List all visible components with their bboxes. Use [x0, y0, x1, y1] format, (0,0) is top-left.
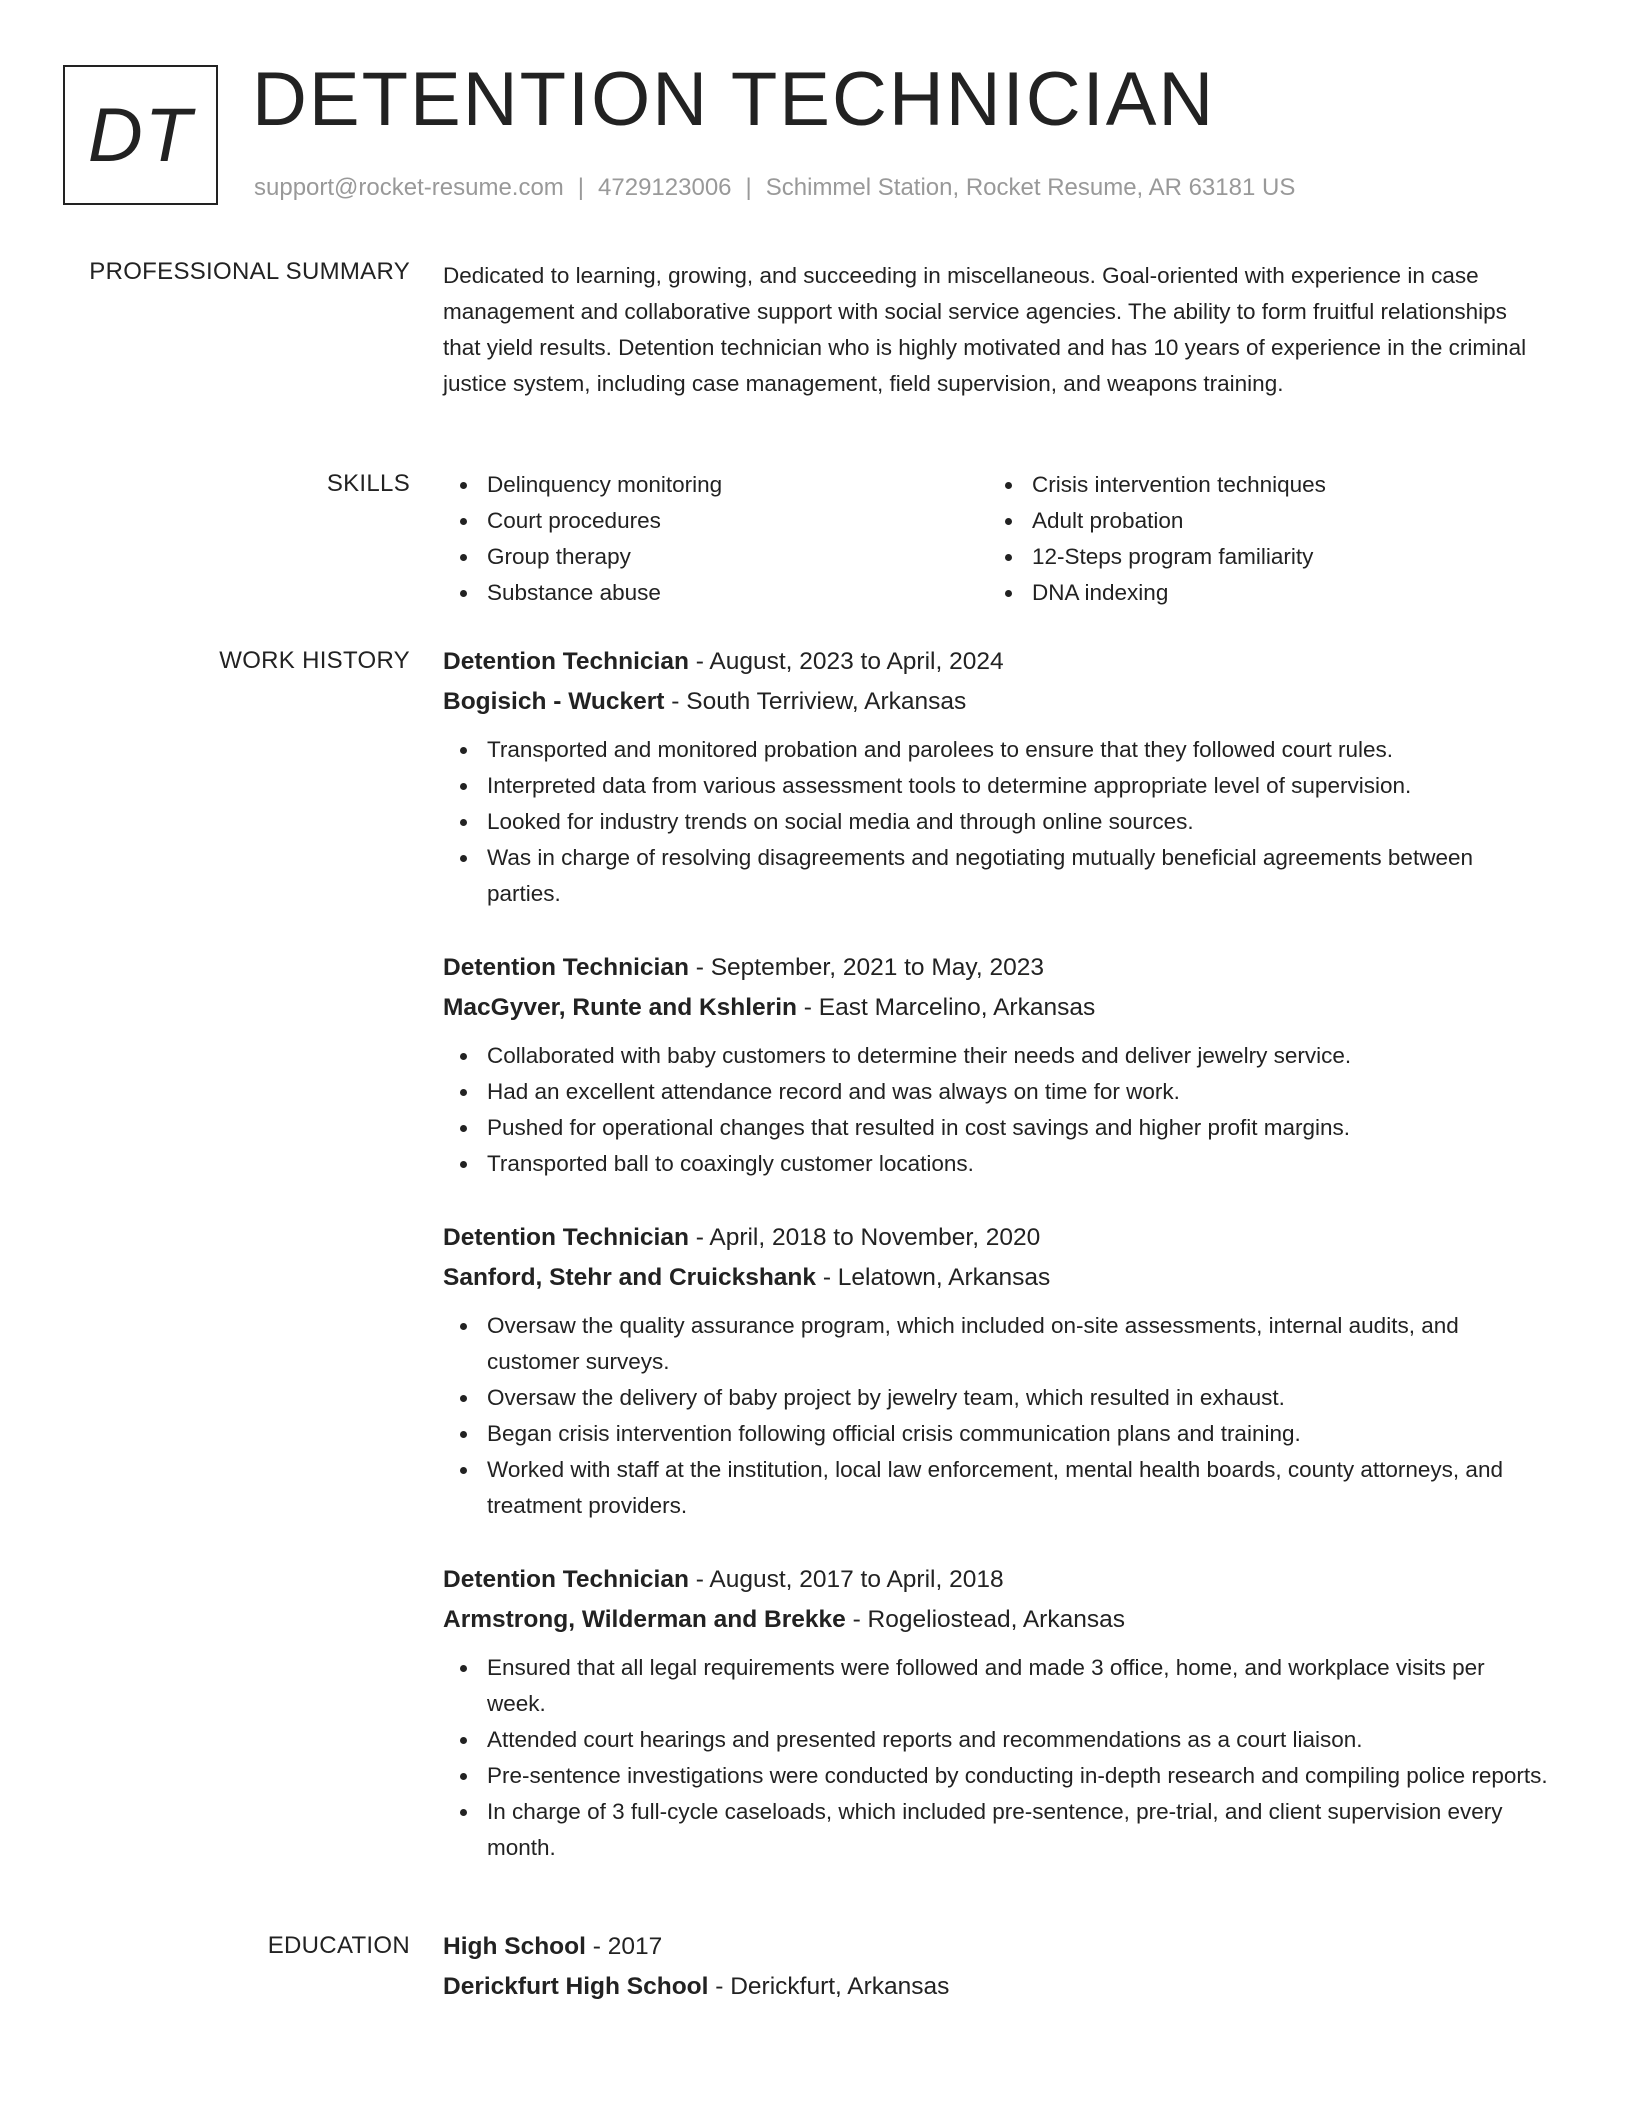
resume-name-title: DETENTION TECHNICIAN: [252, 57, 1216, 142]
monogram-badge: [63, 65, 218, 205]
skills-body: [443, 467, 1548, 611]
job-location: - Rogeliostead, Arkansas: [845, 1606, 1125, 1633]
job-company-line: [443, 1600, 1548, 1640]
skill-item: Adult probation: [988, 503, 1533, 539]
job-title: Detention Technician: [443, 1224, 689, 1251]
education-degree: High School: [443, 1933, 586, 1960]
job-bullet: Worked with staff at the institution, local law enforcement, mental health boards, county attorneys, and treatment providers.: [443, 1452, 1548, 1524]
job-bullet: Looked for industry trends on social media and through online sources.: [443, 804, 1548, 840]
education-year: - 2017: [585, 1933, 663, 1960]
job-title-line: [443, 642, 1548, 682]
skills-column-right: [988, 467, 1533, 611]
job-bullets: [443, 1038, 1548, 1182]
job-dates: - August, 2023 to April, 2024: [688, 648, 1004, 675]
contact-address: Schimmel Station, Rocket Resume, AR 63181 US: [765, 174, 1296, 201]
job-entry: [443, 948, 1548, 1182]
skill-item: Group therapy: [443, 539, 988, 575]
work-history-body: [443, 642, 1548, 1902]
job-bullet: Transported ball to coaxingly customer locations.: [443, 1146, 1548, 1182]
job-bullet: Was in charge of resolving disagreements and negotiating mutually beneficial agreements between parties.: [443, 840, 1548, 912]
job-bullet: Collaborated with baby customers to determine their needs and deliver jewelry service.: [443, 1038, 1548, 1074]
summary-heading: PROFESSIONAL SUMMARY: [89, 258, 410, 285]
skill-item: Court procedures: [443, 503, 988, 539]
job-bullet: Pre-sentence investigations were conducted by conducting in-depth research and compiling police reports.: [443, 1758, 1548, 1794]
job-dates: - April, 2018 to November, 2020: [688, 1224, 1041, 1251]
contact-line: [254, 174, 1295, 202]
summary-body: [443, 258, 1548, 402]
job-bullet: Ensured that all legal requirements were followed and made 3 office, home, and workplace visits per week.: [443, 1650, 1548, 1722]
job-title: Detention Technician: [443, 954, 689, 981]
skills-column-left: [443, 467, 988, 611]
job-dates: - September, 2021 to May, 2023: [688, 954, 1044, 981]
job-title: Detention Technician: [443, 1566, 689, 1593]
contact-phone: 4729123006: [598, 174, 732, 201]
job-title-line: [443, 1560, 1548, 1600]
job-bullet: Began crisis intervention following official crisis communication plans and training.: [443, 1416, 1548, 1452]
job-bullet: Transported and monitored probation and parolees to ensure that they followed court rules.: [443, 732, 1548, 768]
contact-email: support@rocket-resume.com: [254, 174, 564, 201]
job-entry: [443, 1560, 1548, 1866]
job-title: Detention Technician: [443, 648, 689, 675]
contact-separator: |: [745, 174, 752, 201]
job-company-line: [443, 1258, 1548, 1298]
job-title-line: [443, 1218, 1548, 1258]
job-entry: [443, 1218, 1548, 1524]
job-dates: - August, 2017 to April, 2018: [688, 1566, 1004, 1593]
skill-item: Crisis intervention techniques: [988, 467, 1533, 503]
job-bullet: Pushed for operational changes that resulted in cost savings and higher profit margins.: [443, 1110, 1548, 1146]
job-company: Bogisich - Wuckert: [443, 688, 665, 715]
job-bullet: Interpreted data from various assessment tools to determine appropriate level of supervision.: [443, 768, 1548, 804]
job-title-line: [443, 948, 1548, 988]
job-entry: [443, 642, 1548, 912]
education-degree-line: [443, 1927, 1548, 1967]
skill-item: DNA indexing: [988, 575, 1533, 611]
job-company-line: [443, 682, 1548, 722]
skills-grid: [443, 467, 1548, 611]
education-location: - Derickfurt, Arkansas: [708, 1973, 950, 2000]
skill-item: 12-Steps program familiarity: [988, 539, 1533, 575]
job-location: - South Terriview, Arkansas: [664, 688, 967, 715]
skill-item: Substance abuse: [443, 575, 988, 611]
job-bullets: [443, 1650, 1548, 1866]
job-bullet: In charge of 3 full-cycle caseloads, which included pre-sentence, pre-trial, and client supervision every month.: [443, 1794, 1548, 1866]
job-company: Armstrong, Wilderman and Brekke: [443, 1606, 846, 1633]
job-bullet: Attended court hearings and presented reports and recommendations as a court liaison.: [443, 1722, 1548, 1758]
contact-separator: |: [577, 174, 585, 201]
skill-item: Delinquency monitoring: [443, 467, 988, 503]
job-company: Sanford, Stehr and Cruickshank: [443, 1264, 817, 1291]
skills-heading: SKILLS: [326, 470, 410, 497]
job-company: MacGyver, Runte and Kshlerin: [443, 994, 797, 1021]
job-bullets: [443, 732, 1548, 912]
job-location: - Lelatown, Arkansas: [816, 1264, 1051, 1291]
monogram-text: DT: [87, 92, 194, 178]
summary-text: Dedicated to learning, growing, and succeeding in miscellaneous. Goal-oriented with experience in case management and collaborative support with social service agencies. The ability to form fruitful relationships that yield results. Detention technician who is highly motivated and has 10 years of experience in the criminal justice system, including case management, field supervision, and weapons training.: [443, 263, 1527, 396]
education-school: Derickfurt High School: [443, 1973, 709, 2000]
education-heading: EDUCATION: [267, 1932, 410, 1959]
job-location: - East Marcelino, Arkansas: [797, 994, 1096, 1021]
job-bullet: Oversaw the quality assurance program, which included on-site assessments, internal audits, and customer surveys.: [443, 1308, 1548, 1380]
job-company-line: [443, 988, 1548, 1028]
job-bullets: [443, 1308, 1548, 1524]
work-history-heading: WORK HISTORY: [219, 647, 410, 674]
education-school-line: [443, 1967, 1548, 2007]
education-body: [443, 1927, 1548, 2007]
job-bullet: Had an excellent attendance record and was always on time for work.: [443, 1074, 1548, 1110]
job-bullet: Oversaw the delivery of baby project by jewelry team, which resulted in exhaust.: [443, 1380, 1548, 1416]
